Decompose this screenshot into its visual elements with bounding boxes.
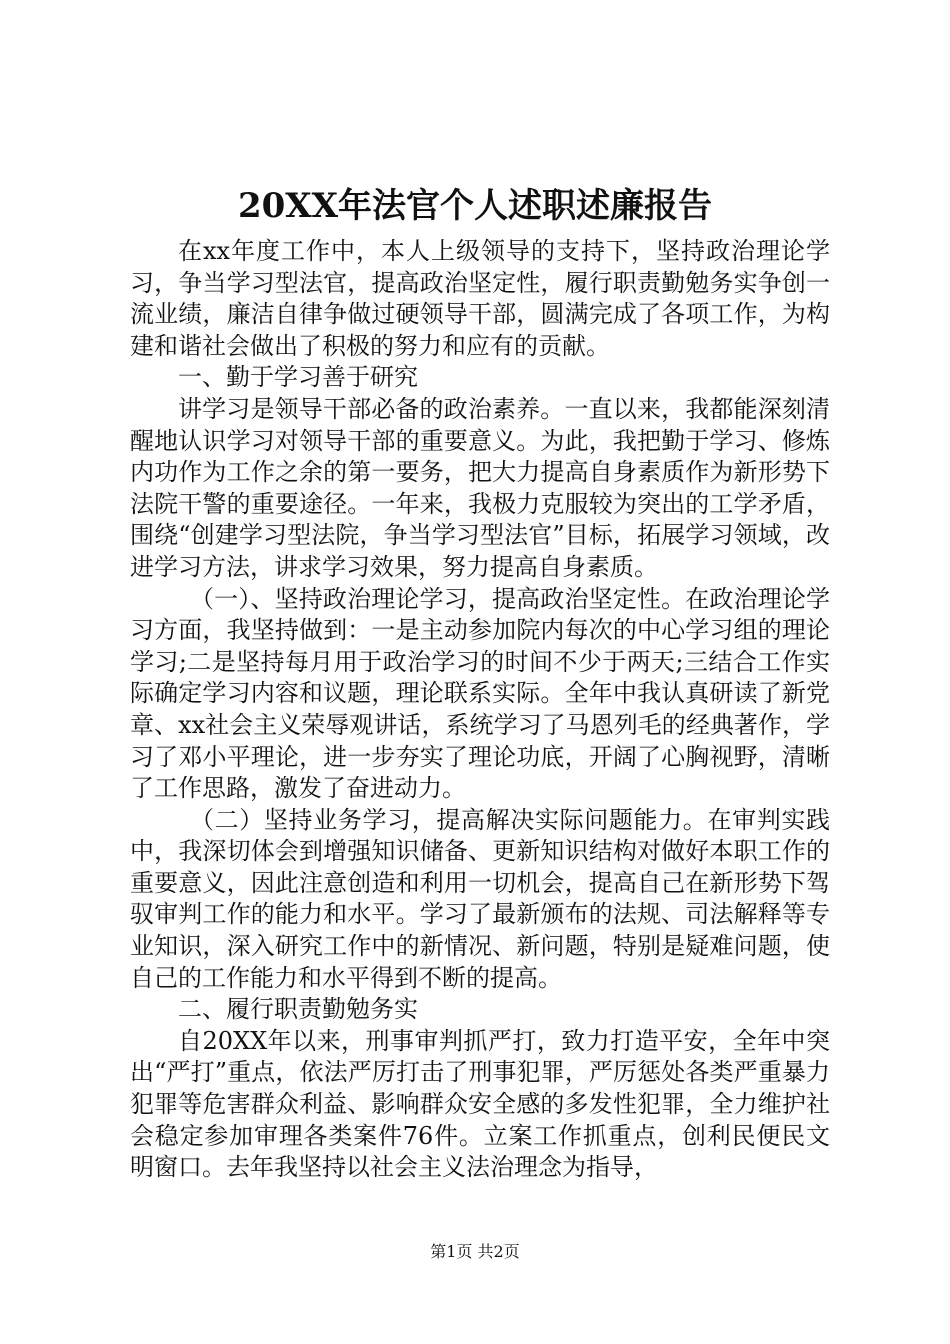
section-heading-2: 二、履行职责勤勉务实 — [178, 995, 418, 1024]
paragraph-political-study: （一）、坚持政治理论学习，提高政治坚定性。在政治理论学习方面，我坚持做到：一是主动参加院内每次的中心学习组的理论学习;二是坚持每月用于政治学习的时间不少于两天;三结合工作实际确定学习内容和议题，理论联系实际。全年中我认真研读了新党章、xx社会主义荣辱观讲话，系统学习了马恩列毛的经典著作，学习了邓小平理论，进一步夯实了理论功底，开阔了心胸视野，清晰了工作思路，激发了奋进动力。 — [130, 584, 830, 803]
document-title: 20XX年法官个人述职述廉报告 — [237, 186, 713, 226]
paragraph-duties: 自20XX年以来，刑事审判抓严打，致力打造平安，全年中突出“严打”重点，依法严厉打击了刑事犯罪，严厉惩处各类严重暴力犯罪等危害群众利益、影响群众安全感的多发性犯罪，全力维护社会稳定参加审理各类案件76件。立案工作抓重点，创利民便民文明窗口。去年我坚持以社会主义法治理念为指导， — [130, 1026, 830, 1182]
section-heading-1: 一、勤于学习善于研究 — [178, 363, 418, 392]
paragraph-intro: 在xx年度工作中，本人上级领导的支持下，坚持政治理论学习，争当学习型法官，提高政治坚定性，履行职责勤勉务实争创一流业绩，廉洁自律争做过硬领导干部，圆满完成了各项工作，为构建和谐社会做出了积极的努力和应有的贡献。 — [130, 237, 830, 360]
document-body — [130, 236, 830, 1184]
paragraph-business-study: （二）坚持业务学习，提高解决实际问题能力。在审判实践中，我深切体会到增强知识储备、更新知识结构对做好本职工作的重要意义，因此注意创造和利用一切机会，提高自己在新形势下驾驭审判工作的能力和水平。学习了最新颁布的法规、司法解释等专业知识，深入研究工作中的新情况、新问题，特别是疑难问题，使自己的工作能力和水平得到不断的提高。 — [130, 805, 830, 992]
page-number-footer: 第1页 共2页 — [430, 1242, 520, 1261]
paragraph-study: 讲学习是领导干部必备的政治素养。一直以来，我都能深刻清醒地认识学习对领导干部的重要意义。为此，我把勤于学习、修炼内功作为工作之余的第一要务，把大力提高自身素质作为新形势下法院干警的重要途径。一年来，我极力克服较为突出的工学矛盾，围绕“创建学习型法院，争当学习型法官”目标，拓展学习领域，改进学习方法，讲求学习效果，努力提高自身素质。 — [130, 394, 830, 581]
